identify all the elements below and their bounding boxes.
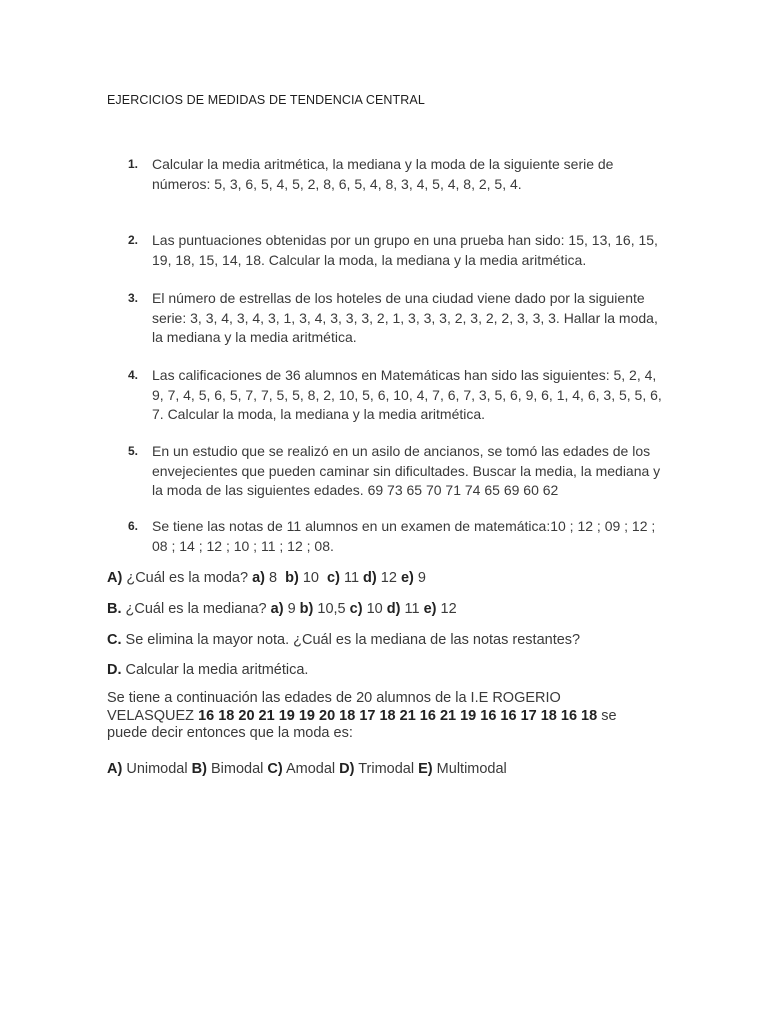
exercise-3 — [128, 289, 662, 348]
question-text: Se elimina la mayor nota. ¿Cuál es la mediana de las notas restantes? — [125, 632, 581, 648]
option-key: B) — [191, 761, 207, 777]
exercise-1 — [128, 155, 662, 194]
exercise-text: Se tiene las notas de 11 alumnos en un examen de matemática:10 ; 12 ; 09 ; 12 ; 08 ; 14 ; 12 ; 10 ; 11 ; 12 ; 08. — [152, 518, 656, 554]
option-key: A) — [107, 761, 123, 777]
option-key: d) — [386, 601, 401, 617]
question-d — [107, 660, 308, 680]
exercise-text: El número de estrellas de los hoteles de una ciudad viene dado por la siguiente serie: 3, 3, 4, 3, 4, 3, 1, 3, 4, 3, 3, 3, 2, 1, 3, 3, 3, 2, 3, 2, 2, 3, 3, 3. Hallar la moda, la mediana y la media aritmética. — [152, 290, 658, 345]
exercise-number: 3. — [128, 291, 139, 305]
option-key: a) — [270, 601, 284, 617]
option-value: 8 — [269, 570, 278, 586]
option-key: D) — [339, 761, 355, 777]
question-text: ¿Cuál es la mediana? — [125, 601, 267, 617]
option-key: b) — [299, 601, 314, 617]
option-key: e) — [400, 570, 414, 586]
ages-list: 16 18 20 21 19 19 20 18 17 18 21 16 21 19 16 16 17 18 16 18 — [198, 707, 598, 724]
option-value: 11 — [404, 601, 420, 617]
exercise-6 — [128, 517, 662, 556]
option-value: Trimodal — [358, 761, 415, 777]
paragraph-intro: Se tiene a continuación las edades de 20 alumnos de la I.E ROGERIO VELASQUEZ — [107, 690, 561, 724]
exercise-5 — [128, 442, 662, 501]
option-value: 12 — [380, 570, 397, 586]
exercise-text: Las puntuaciones obtenidas por un grupo en una prueba han sido: 15, 13, 16, 15, 19, 18, 15, 14, 18. Calcular la moda, la mediana y la media aritmética. — [152, 232, 658, 268]
option-key: a) — [252, 570, 265, 586]
exercise-2 — [128, 231, 662, 270]
question-text: ¿Cuál es la moda? — [126, 570, 249, 586]
option-value: 10 — [302, 570, 319, 586]
option-value: 10 — [366, 601, 383, 617]
option-value: 11 — [343, 570, 360, 586]
option-value: Bimodal — [210, 761, 264, 777]
option-key: c) — [327, 570, 340, 586]
paragraph-outro: se puede decir entonces que la moda es: — [107, 707, 617, 741]
option-key: c) — [349, 601, 363, 617]
option-value: 9 — [417, 570, 426, 586]
option-value: 9 — [287, 601, 296, 617]
mode-answer-options — [107, 759, 507, 779]
question-c — [107, 630, 580, 650]
question-text: Calcular la media aritmética. — [125, 662, 309, 678]
exercise-text: En un estudio que se realizó en un asilo de ancianos, se tomó las edades de los envejecientes que pueden caminar sin dificultades. Buscar la media, la mediana y la moda de las siguientes edades. 69 73 65 70 71 74 65 69 60 62 — [152, 443, 661, 498]
option-key: C) — [267, 761, 283, 777]
exercise-number: 1. — [128, 157, 139, 171]
question-label: D. — [107, 662, 122, 678]
exercise-number: 6. — [128, 519, 139, 533]
exercise-number: 5. — [128, 444, 139, 458]
option-key: d) — [363, 570, 377, 586]
option-value: 10,5 — [317, 601, 346, 617]
question-b — [107, 599, 457, 619]
option-value: Unimodal — [126, 761, 188, 777]
mode-question-paragraph — [107, 690, 647, 743]
option-value: Amodal — [285, 761, 336, 777]
option-key: E) — [418, 761, 433, 777]
exercise-number: 4. — [128, 368, 139, 382]
option-key: e) — [423, 601, 437, 617]
question-label: C. — [107, 632, 122, 648]
question-label: A) — [107, 570, 123, 586]
page-title: EJERCICIOS DE MEDIDAS DE TENDENCIA CENTRAL — [107, 93, 425, 107]
question-a — [107, 568, 426, 588]
option-value: Multimodal — [436, 761, 507, 777]
option-value: 12 — [440, 601, 457, 617]
question-label: B. — [107, 601, 122, 617]
exercise-number: 2. — [128, 233, 139, 247]
exercise-4 — [128, 366, 662, 425]
option-key: b) — [285, 570, 299, 586]
exercise-text: Las calificaciones de 36 alumnos en Matemáticas han sido las siguientes: 5, 2, 4, 9, 7, 4, 5, 6, 5, 7, 7, 5, 5, 8, 2, 10, 5, 6, 10, 4, 7, 6, 7, 3, 5, 6, 9, 6, 1, 4, 6, 3, 5, 5, 6, 7. Calcular la moda, la mediana y la media aritmética. — [152, 367, 662, 422]
exercise-text: Calcular la media aritmética, la mediana y la moda de la siguiente serie de números: 5, 3, 6, 5, 4, 5, 2, 8, 6, 5, 4, 8, 3, 4, 5, 4, 8, 2, 5, 4. — [152, 156, 614, 192]
